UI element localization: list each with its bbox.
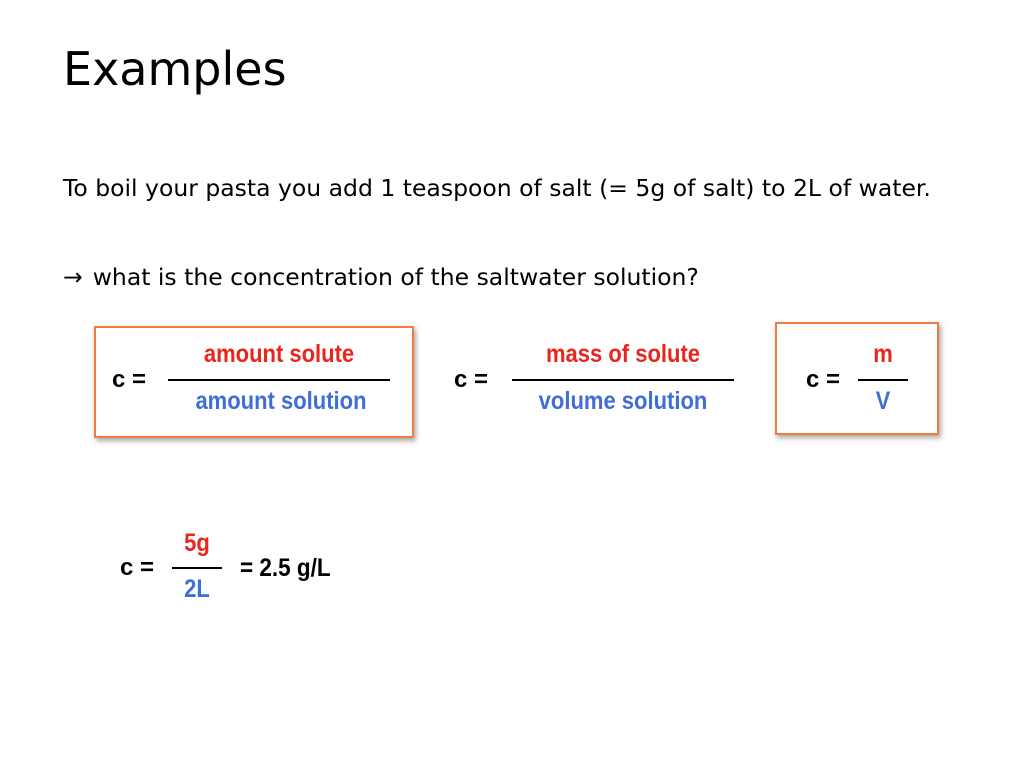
formula-2-fraction-bar	[512, 379, 734, 381]
formula-1-denominator: amount solution	[195, 387, 367, 415]
formula-1-numerator: amount solute	[203, 340, 355, 368]
formula-3-lhs: c =	[806, 366, 841, 393]
calculation-numerator: 5g	[184, 529, 210, 557]
formula-3-denominator: V	[875, 387, 891, 415]
calculation-result: = 2.5 g/L	[240, 554, 331, 582]
formula-2-numerator: mass of solute	[545, 340, 701, 368]
slide-title: Examples	[63, 42, 287, 96]
calculation-denominator: 2L	[184, 575, 210, 603]
calculation-fraction-bar	[172, 567, 222, 569]
question-text: what is the concentration of the saltwater solution?	[92, 263, 699, 291]
formula-3-fraction-bar	[858, 379, 908, 381]
arrow-right-icon: →	[63, 263, 83, 291]
formula-3-numerator: m	[873, 340, 893, 368]
formula-2-lhs: c =	[454, 366, 489, 393]
formula-box-mass-volume	[775, 322, 939, 435]
formula-1-lhs: c =	[112, 366, 147, 393]
formula-2-denominator: volume solution	[538, 387, 708, 415]
question-line	[63, 257, 699, 297]
formula-1-fraction-bar	[168, 379, 390, 381]
problem-statement: To boil your pasta you add 1 teaspoon of salt (= 5g of salt) to 2L of water.	[63, 174, 931, 202]
calculation-lhs: c =	[120, 554, 155, 581]
